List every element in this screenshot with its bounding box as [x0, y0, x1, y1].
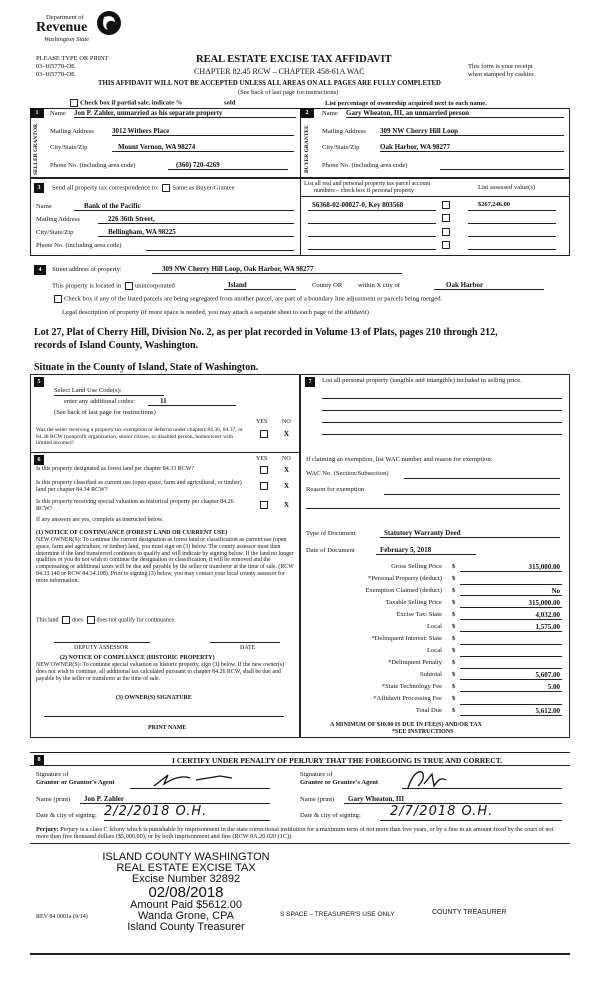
- parcel-rows: [308, 210, 564, 250]
- dept-big: Revenue: [36, 20, 88, 35]
- assessor-date-label: DATE: [240, 645, 256, 651]
- tax-row-value[interactable]: [460, 695, 562, 705]
- grantee-date-label: Date & city of signing:: [300, 812, 361, 819]
- perjury-notice: [36, 826, 566, 841]
- section-8-number: 8: [34, 755, 44, 765]
- tax-row-label: *State Technology Fee: [381, 683, 442, 690]
- seller-phone-label: Phone No. (including area code): [50, 162, 136, 169]
- grantor-sig-label-1: Signature of: [36, 771, 69, 778]
- ownership-pct-note: List percentage of ownership acquired next to each name.: [325, 100, 487, 107]
- section-2-number: 2: [300, 108, 314, 118]
- tax-row-label: *Personal Property (deduct): [368, 575, 442, 582]
- form-subtitle: CHAPTER 82.45 RCW – CHAPTER 458-61A WAC: [194, 67, 365, 76]
- revenue-logo-icon: [96, 10, 122, 36]
- please-type: PLEASE TYPE OR PRINT: [36, 55, 109, 62]
- sec6-yes-header: YES: [256, 456, 268, 462]
- owner-signature-label: (3) OWNER(S) SIGNATURE: [116, 695, 192, 701]
- seller-side-label: SELLER GRANTOR: [33, 123, 39, 175]
- reason-value[interactable]: [384, 494, 560, 495]
- tax-row-label: Taxable Selling Price: [385, 599, 442, 606]
- tax-row-12: [300, 707, 566, 718]
- corr-city-value[interactable]: Bellingham, WA 98225: [98, 228, 294, 237]
- print-name-label: PRINT NAME: [148, 725, 187, 731]
- tax-row-label: Excise Tax: State: [396, 611, 442, 618]
- tax-row-11: [300, 695, 566, 706]
- seller-phone-value[interactable]: (360) 720-4269: [168, 161, 288, 170]
- tax-row-currency: $: [452, 623, 456, 630]
- forest-yes-checkbox[interactable]: [260, 466, 268, 474]
- does-label: does: [72, 617, 83, 624]
- sec5-see-back: (See back of last page for instructions): [54, 409, 156, 416]
- historic-yes-checkbox[interactable]: [260, 501, 268, 509]
- tax-row-0: [300, 563, 566, 574]
- tax-row-4: [300, 611, 566, 622]
- land-use-label[interactable]: Select Land Use Code(s):: [54, 387, 164, 396]
- corr-mailing-value[interactable]: 226 36th Street,: [98, 215, 294, 224]
- grantor-signature-icon: [150, 770, 240, 790]
- tax-row-currency: $: [452, 599, 456, 606]
- same-as-buyer-checkbox[interactable]: [162, 184, 170, 192]
- sec5-yes-header: YES: [256, 419, 268, 425]
- city-value[interactable]: Oak Harbor: [434, 281, 544, 290]
- tax-row-label: *Delinquent Penalty: [387, 659, 442, 666]
- legal-desc-line-1: Lot 27, Plat of Cherry Hill, Division No. 2, as per plat recorded in Volume 13 of Plats, pages 210 through 212,: [34, 327, 498, 338]
- tax-row-value[interactable]: [460, 659, 562, 669]
- acceptance-warning: THIS AFFIDAVIT WILL NOT BE ACCEPTED UNLESS ALL AREAS ON ALL PAGES ARE FULLY COMPLETED: [98, 80, 441, 87]
- parcel-number-value[interactable]: S6368-02-00027-0, Key 803568: [312, 201, 404, 209]
- section-7-number: 7: [305, 377, 315, 387]
- stamp-line-5: Amount Paid $5612.00: [130, 899, 242, 911]
- tax-row-currency: $: [452, 695, 456, 702]
- tax-row-3: [300, 599, 566, 610]
- send-correspondence-label: Send all property tax correspondence to:: [52, 184, 159, 192]
- segregated-checkbox[interactable]: [54, 295, 62, 303]
- see-instructions-note: *SEE INSTRUCTIONS: [392, 729, 454, 735]
- does-not-checkbox[interactable]: [87, 616, 95, 624]
- buyer-phone-value[interactable]: [440, 161, 564, 170]
- section-4-number: 4: [34, 265, 46, 275]
- partial-sale-checkbox[interactable]: [70, 99, 78, 107]
- corr-name-value[interactable]: Bank of the Pacific: [74, 202, 294, 211]
- receipt-note-1: This form is your receipt: [468, 63, 533, 70]
- tax-row-currency: $: [452, 575, 456, 582]
- located-row: [52, 282, 175, 290]
- tax-row-label: Local: [426, 623, 442, 630]
- grantee-sig-label-2: Grantee or Grantee's Agent: [300, 779, 379, 786]
- stamp-line-2: REAL ESTATE EXCISE TAX: [116, 862, 256, 874]
- section-1-number: 1: [30, 108, 44, 118]
- unincorporated-checkbox[interactable]: [125, 282, 133, 290]
- tax-row-currency: $: [452, 635, 456, 642]
- doc-type-label: Type of Document: [306, 530, 356, 537]
- stamp-line-7: Island County Treasurer: [127, 921, 245, 933]
- perjury-label: Perjury:: [36, 826, 59, 833]
- seller-city-label: City/State/Zip: [50, 144, 88, 151]
- sec6-no-header: NO: [282, 456, 291, 462]
- situate-line: Situate in the County of Island, State of Washington.: [34, 362, 259, 373]
- exemption-claim-label: If claiming an exemption, list WAC number and reason for exemption:: [306, 456, 493, 463]
- forest-question: Is this property designated as forest land per chapter 84.33 RCW?: [36, 466, 195, 472]
- minimum-fee-note: A MINIMUM OF $10.00 IS DUE IN FEE(S) AND/OR TAX: [330, 722, 482, 728]
- tax-row-value[interactable]: 5,612.00: [460, 707, 562, 716]
- parcel-header-2: numbers – check box if personal property: [314, 188, 414, 194]
- seller-mailing-label: Mailing Address: [50, 128, 94, 135]
- tax-row-9: [300, 671, 566, 682]
- receipt-note-2: when stamped by cashier.: [468, 71, 535, 78]
- exemption-question: Was the seller receiving a property tax exemption or deferral under chapters 84.36, 84.37, or 84.38 RCW (nonprofit organization, senior citizen, or disabled person, homeowner with limited income)?: [36, 427, 243, 447]
- stamp-line-1: ISLAND COUNTY WASHINGTON: [102, 851, 270, 863]
- grantee-sig-label-1: Signature of: [300, 771, 333, 778]
- tax-row-label: Exemption Claimed (deduct): [365, 587, 442, 594]
- exempt-yes-checkbox[interactable]: [260, 430, 268, 438]
- tax-row-label: Total Due: [415, 707, 442, 714]
- wac-label: WAC No. (Section/Subsection): [306, 470, 389, 477]
- tax-row-currency: $: [452, 611, 456, 618]
- corr-city-label: City/State/Zip: [36, 229, 74, 236]
- personal-property-checkbox-1[interactable]: [442, 201, 450, 209]
- buyer-side-label: BUYER GRANTEE: [304, 125, 310, 173]
- deputy-assessor-label: DEPUTY ASSESSOR: [74, 645, 129, 651]
- tax-row-value[interactable]: 5,607.00: [460, 671, 562, 680]
- forest-no-mark[interactable]: X: [284, 466, 290, 474]
- tax-row-value[interactable]: 4,032.00: [460, 611, 562, 620]
- street-value[interactable]: 309 NW Cherry Hill Loop, Oak Harbor, WA 98277: [152, 265, 402, 274]
- notice-compliance-body: NEW OWNER(S): To continue special valuation as historic property, sign (3) below. If the new owner(s) does not wish to continue, all additional tax calculated pursuant to chapter 84.26 RCW, shall be due and payable by the seller or transferor at the time of sale.: [36, 662, 285, 682]
- personal-property-checkbox-2[interactable]: [442, 214, 450, 222]
- perjury-text: Perjury is a class C felony which is punishable by imprisonment in the state correctional institution for a maximum term of not more than five years, or by a fine in an amount fixed by the court of not more than five thousand dollars ($5,000.00), or by both imprisonment and fine (RCW 9A.20.020 (1C)).: [36, 826, 554, 841]
- street-label: Street address of property:: [52, 266, 122, 273]
- county-treasurer-label: COUNTY TREASURER: [432, 909, 507, 916]
- additional-codes-value[interactable]: 11: [148, 397, 236, 406]
- county-or-label: County OR: [312, 282, 343, 289]
- grantee-date-value[interactable]: 2/7/2018 O.H.: [380, 804, 562, 821]
- tax-row-currency: $: [452, 587, 456, 594]
- personal-property-checkbox-4[interactable]: [442, 241, 450, 249]
- tax-row-currency: $: [452, 683, 456, 690]
- corr-mailing-label: Mailing Address: [36, 216, 80, 223]
- seller-name-label: Name: [50, 110, 66, 117]
- current-use-yes-checkbox[interactable]: [260, 482, 268, 490]
- exempt-no-mark[interactable]: X: [284, 430, 290, 438]
- footer-rule: [30, 953, 570, 955]
- partial-sale-label: Check box if partial sale, indicate %: [80, 99, 183, 107]
- section-5-number: 5: [34, 377, 44, 387]
- land-label: This land: [36, 617, 59, 624]
- if-yes-note: If any answers are yes, complete as instructed below.: [36, 517, 164, 523]
- stamp-line-4: 02/08/2018: [148, 884, 224, 901]
- assessed-header: List assessed value(s): [478, 184, 536, 191]
- buyer-name-label: Name: [322, 110, 338, 117]
- land-qualify-row: [36, 616, 176, 625]
- parcel-header-1: List all real and personal property tax parcel account: [304, 181, 431, 187]
- grantor-name-label: Name (print): [36, 796, 71, 803]
- buyer-phone-label: Phone No. (including area code): [322, 162, 408, 169]
- tax-row-value[interactable]: [460, 647, 562, 657]
- tax-row-currency: $: [452, 659, 456, 666]
- tax-row-currency: $: [452, 647, 456, 654]
- corr-phone-value[interactable]: [146, 250, 294, 251]
- doc-date-label: Date of Document: [306, 547, 355, 554]
- tax-row-value[interactable]: [460, 635, 562, 645]
- tax-row-value[interactable]: No: [460, 587, 562, 596]
- buyer-city-label: City/State/Zip: [322, 144, 360, 151]
- treasurer-stamp: [96, 852, 276, 933]
- dept-state: Washington State: [44, 36, 90, 43]
- tax-row-value[interactable]: 315,000.00: [460, 599, 562, 608]
- notice-compliance-title: (2) NOTICE OF COMPLIANCE (HISTORIC PROPERTY): [60, 655, 215, 661]
- see-back-note: (See back of last page for instructions): [238, 89, 339, 96]
- notice-continuance-title: (1) NOTICE OF CONTINUANCE (FOREST LAND OR CURRENT USE): [36, 530, 228, 536]
- tax-row-1: [300, 575, 566, 586]
- unincorporated-label: unincorporated: [134, 282, 175, 290]
- tax-row-currency: $: [452, 671, 456, 678]
- tax-row-value[interactable]: 315,000.00: [460, 563, 562, 572]
- grantor-date-label: Date & city of signing:: [36, 812, 97, 819]
- seller-name-value[interactable]: Jon P. Zahler, unmarried as his separate property: [74, 109, 296, 118]
- buyer-name-value[interactable]: Gary Wheaton, III, an unmarried person: [346, 109, 564, 118]
- same-as-buyer-label: Same as Buyer/Grantee: [172, 184, 235, 192]
- buyer-mailing-value[interactable]: 309 NW Cherry Hill Loop: [380, 127, 564, 136]
- buyer-city-value[interactable]: Oak Harbor, WA 98277: [380, 143, 564, 152]
- historic-question: Is this property receiving special valuation as historical property per chapter 84.26 RCW?: [36, 499, 234, 513]
- tax-row-label: Gross Selling Price: [391, 563, 442, 570]
- stamp-line-6: Wanda Grone, CPA: [138, 910, 234, 922]
- form-number-1: 03-165778-OE: [36, 63, 75, 70]
- tax-row-2: [300, 587, 566, 598]
- dor-logo: [20, 10, 128, 50]
- historic-no-mark[interactable]: X: [284, 501, 290, 509]
- certify-statement: I CERTIFY UNDER PENALTY OF PERJURY THAT THE FOREGOING IS TRUE AND CORRECT.: [172, 756, 503, 765]
- grantor-name-value[interactable]: Jon P. Zahler: [80, 795, 270, 804]
- tax-row-currency: $: [452, 707, 456, 714]
- form-title: REAL ESTATE EXCISE TAX AFFIDAVIT: [196, 54, 392, 65]
- tax-row-label: *Delinquent Interest: State: [371, 635, 442, 642]
- segregated-label: Check box if any of the listed parcels are being segregated from another parcel, are part of a boundary line adjustment or parcels being merged.: [64, 295, 443, 303]
- legal-desc-label: Legal description of property (if more space is needed, you may attach a separate sheet to each page of the affidavit): [62, 309, 369, 316]
- within-city-label: within X city of: [358, 282, 400, 289]
- rev-number: REV 84 0001a (9/14): [36, 914, 88, 920]
- tax-row-label: *Affidavit Processing Fee: [373, 695, 442, 702]
- corr-name-label: Name: [36, 203, 52, 210]
- doc-date-value[interactable]: February 5, 2018: [376, 546, 476, 555]
- seller-mailing-value[interactable]: 3012 Withers Place: [112, 127, 294, 136]
- personal-property-label: List all personal property (tangible and intangible) included in selling price.: [322, 377, 522, 384]
- send-correspondence-row: [52, 184, 235, 192]
- tax-row-label: Local: [426, 647, 442, 654]
- assessed-value[interactable]: $267,246.00: [478, 201, 510, 208]
- doc-type-value[interactable]: Statutory Warranty Deed: [380, 529, 560, 538]
- grantor-sig-label-2: Grantor or Grantor's Agent: [36, 779, 115, 786]
- buyer-mailing-label: Mailing Address: [322, 128, 366, 135]
- personal-property-lines: [322, 398, 562, 438]
- tax-row-value[interactable]: 1,575.00: [460, 623, 562, 632]
- treasurer-use-label: S SPACE – TREASURER'S USE ONLY: [280, 911, 395, 918]
- sold-label: sold: [224, 99, 236, 107]
- current-use-no-mark[interactable]: X: [284, 482, 290, 490]
- county-value[interactable]: Island: [224, 281, 296, 290]
- tax-row-value[interactable]: [460, 575, 562, 585]
- section-6-number: 6: [34, 455, 44, 465]
- tax-row-5: [300, 623, 566, 634]
- tax-row-value[interactable]: 5.00: [460, 683, 562, 692]
- segregated-row: [52, 295, 442, 303]
- stamp-line-3: Excise Number 32892: [131, 873, 241, 885]
- additional-codes-label: enter any additional codes:: [64, 398, 135, 405]
- does-checkbox[interactable]: [62, 616, 70, 624]
- seller-city-value[interactable]: Mount Vernon, WA 98274: [112, 143, 294, 152]
- grantee-name-value[interactable]: Gary Wheaton, III: [344, 795, 562, 804]
- legal-desc-line-2: records of Island County, Washington.: [34, 340, 199, 351]
- personal-property-checkbox-3[interactable]: [442, 228, 450, 236]
- section-3-number: 3: [34, 183, 44, 193]
- form-number-2: 03-165778-OE: [36, 71, 75, 78]
- reason-label: Reason for exemption: [306, 486, 365, 493]
- tax-row-6: [300, 635, 566, 646]
- tax-row-7: [300, 647, 566, 658]
- wac-value[interactable]: [404, 478, 560, 479]
- tax-row-label: Subtotal: [420, 671, 442, 678]
- grantee-name-label: Name (print): [300, 796, 335, 803]
- tax-row-8: [300, 659, 566, 670]
- current-use-question: Is this property classified as current use (open space, farm and agricultural, or timber) land per chapter 84.34 RCW?: [36, 480, 242, 494]
- grantor-date-value[interactable]: 2/2/2018 O.H.: [104, 804, 270, 821]
- corr-phone-label: Phone No. (including area code): [36, 242, 122, 249]
- partial-sale-row: [68, 99, 235, 107]
- located-label: This property is located in: [52, 282, 122, 290]
- notice-continuance-body: NEW OWNER(S): To continue the current designation as forest land or classification as current use (open space, farm and agriculture, or timber) land, you must sign on (3) below. The county assessor must then determine if the land transferred continues to qualify and will indicate by signing below. If the land no longer qualifies or you do not wish to continue the designation or classification, it will be removed and the compensating or additional taxes will be due and payable by the seller or transferor at the time of sale. (RCW 84.33.140 or RCW 84.34.108). Prior to signing (3) below, you may contact your local county assessor for more information.: [36, 537, 294, 584]
- tax-row-currency: $: [452, 563, 456, 570]
- tax-row-10: [300, 683, 566, 694]
- dept-small: Department of: [46, 14, 84, 21]
- does-not-label: does not qualify for continuance.: [96, 617, 176, 624]
- sec5-no-header: NO: [282, 419, 291, 425]
